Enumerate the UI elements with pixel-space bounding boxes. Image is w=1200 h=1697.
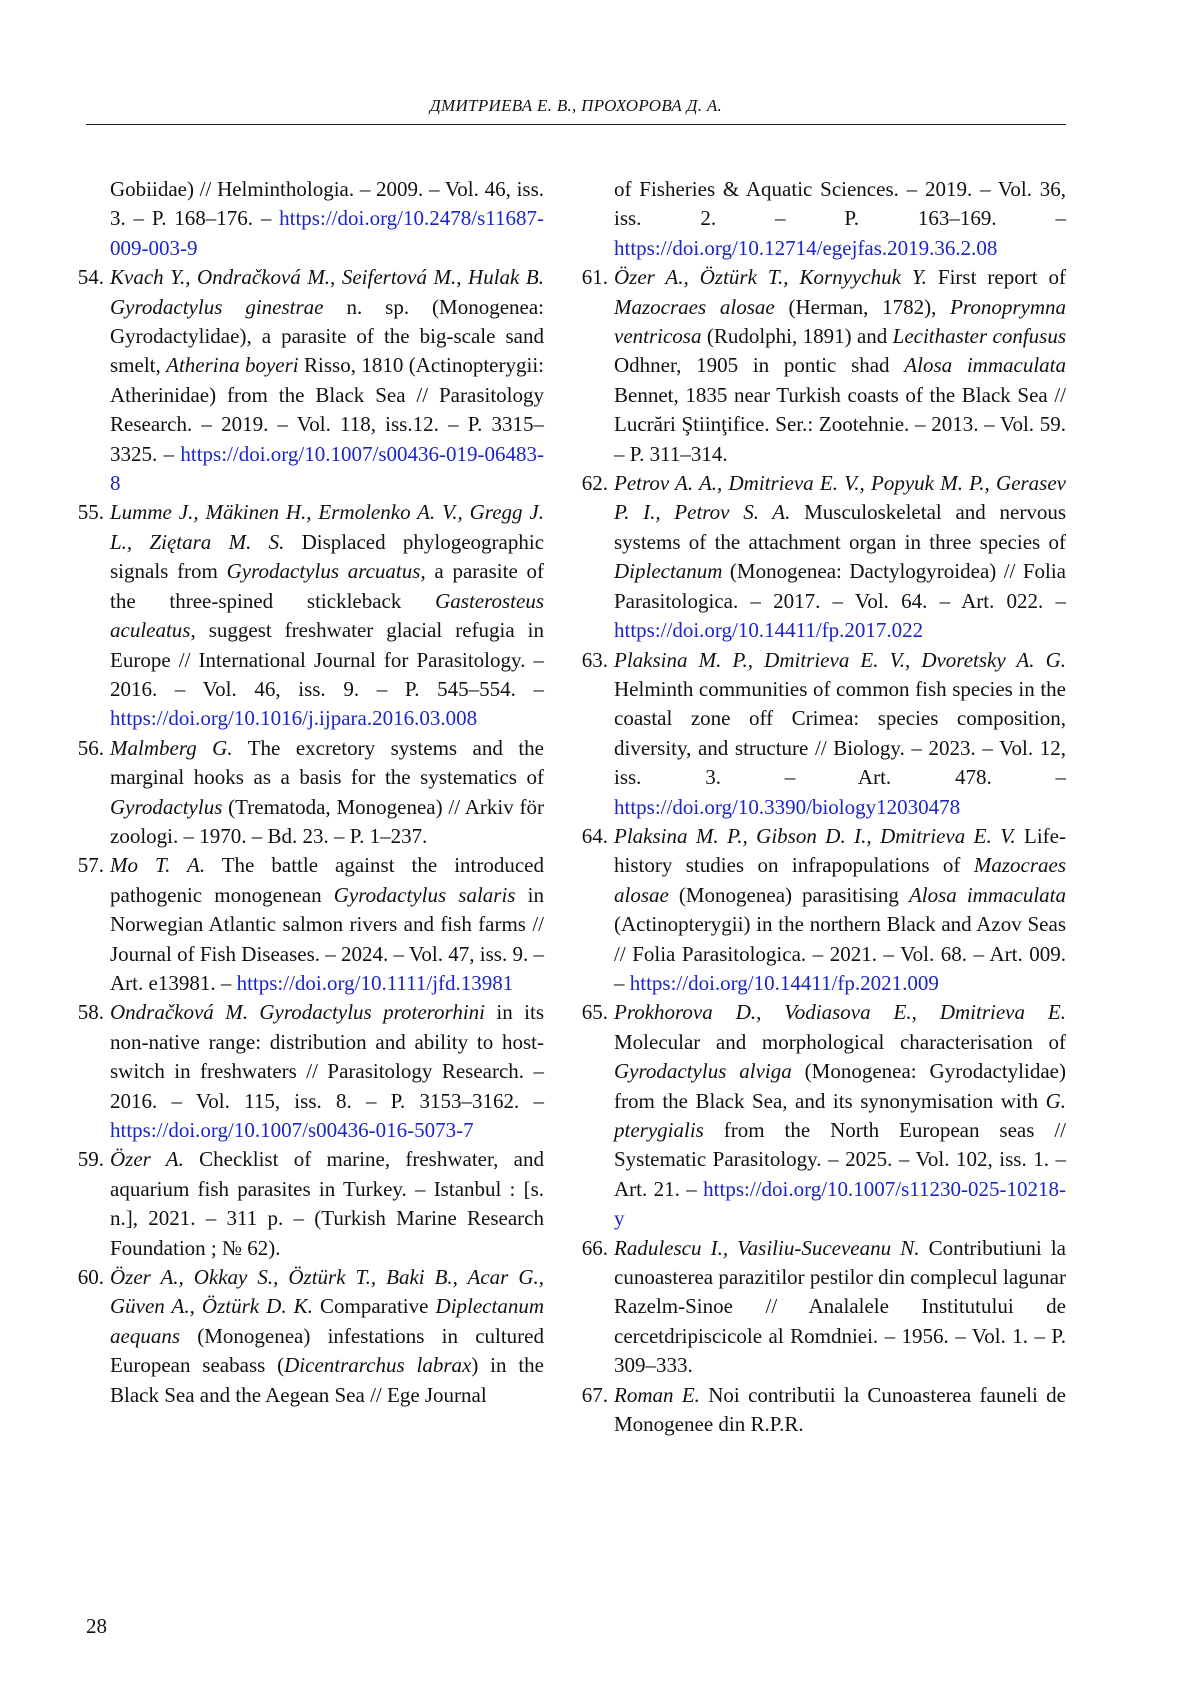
reference-entry: 61. Özer A., Öztürk T., Kornyychuk Y. First report of Mazocraes alosae (Herman, 1782), Pronoprymna ventricosa (Rudolphi, 1891) and Lecithaster confusus Odhner, 1905 in pontic shad Alosa immaculata Bennet, 1835 near Turkish coasts of the Black Sea // Lucrări Ştiinţifice. Ser.: Zootehnie. – 2013. – Vol. 59. – P. 311–314. bbox=[570, 263, 1066, 469]
reference-authors: Plaksina M. P., Dmitrieva E. V., Dvoretsky A. G. bbox=[614, 647, 1066, 672]
reference-entry: 63. Plaksina M. P., Dmitrieva E. V., Dvoretsky A. G. Helminth communities of common fish species in the coastal zone off Crimea: species composition, diversity, and structure // Biology. – 2023. – Vol. 12, iss. 3. – Art. 478. – https://doi.org/10.3390/biology12030478 bbox=[570, 646, 1066, 822]
reference-authors: Roman E. bbox=[614, 1382, 700, 1407]
reference-authors: Plaksina M. P., Gibson D. I., Dmitrieva E. V. bbox=[614, 823, 1016, 848]
reference-authors: Ondračková M. Gyrodactylus proterorhini bbox=[110, 1000, 486, 1025]
species-name: Mazocraes alosae bbox=[614, 853, 1066, 907]
doi-link[interactable]: https://doi.org/10.14411/fp.2017.022 bbox=[614, 618, 924, 643]
doi-link[interactable]: https://doi.org/10.1111/jfd.13981 bbox=[236, 970, 514, 995]
reference-number: 66. bbox=[581, 1235, 608, 1260]
reference-authors: Prokhorova D., Vodiasova E., Dmitrieva E. bbox=[614, 1000, 1066, 1025]
reference-entry: 54. Kvach Y., Ondračková M., Seifertová M., Hulak B. Gyrodactylus ginestrae n. sp. (Monogenea: Gyrodactylidae), a parasite of the big-scale sand smelt, Atherina boyeri Risso, 1810 (Actinopterygii: Atherinidae) from the Black Sea // Parasitology Research. – 2019. – Vol. 118, iss.12. – P. 3315–3325. – https://doi.org/10.1007/s00436-019-06483-8 bbox=[66, 263, 544, 498]
reference-authors: Özer A., Öztürk T., Kornyychuk Y. bbox=[614, 265, 927, 290]
reference-authors: Mo T. A. bbox=[110, 853, 206, 878]
reference-entry: 57. Mo T. A. The battle against the introduced pathogenic monogenean Gyrodactylus salaris in Norwegian Atlantic salmon rivers and fish farms // Journal of Fish Diseases. – 2024. – Vol. 47, iss. 9. – Art. e13981. – https://doi.org/10.1111/jfd.13981 bbox=[66, 851, 544, 998]
reference-entry: 67. Roman E. Noi contributii la Cunoasterea fauneli de Monogenee din R.P.R. bbox=[570, 1381, 1066, 1440]
header-rule bbox=[86, 124, 1066, 125]
species-name: Diplectanum aequans bbox=[110, 1294, 545, 1348]
species-name: Lecithaster confusus bbox=[892, 324, 1067, 349]
species-name: Gyrodactylus salaris bbox=[333, 882, 516, 907]
species-name: Gyrodactylus bbox=[110, 794, 223, 819]
doi-link[interactable]: https://doi.org/10.1007/s00436-016-5073-7 bbox=[110, 1118, 474, 1142]
doi-link[interactable]: https://doi.org/10.1016/j.ijpara.2016.03.008 bbox=[110, 706, 478, 731]
reference-number: 65. bbox=[581, 1000, 608, 1025]
reference-authors: Malmberg G. bbox=[110, 735, 233, 760]
reference-column-right bbox=[570, 175, 1066, 1439]
reference-number: 59. bbox=[77, 1147, 104, 1172]
page-number: 28 bbox=[86, 1614, 107, 1638]
reference-authors: Petrov A. A., Dmitrieva E. V., Popyuk M. P., Gerasev P. I., Petrov S. A. bbox=[614, 471, 1066, 525]
species-name: Diplectanum bbox=[614, 559, 723, 584]
species-name: Gasterosteus aculeatus bbox=[110, 588, 544, 643]
reference-number: 61. bbox=[581, 265, 608, 290]
running-header: ДМИТРИЕВА Е. В., ПРОХОРОВА Д. А. bbox=[429, 96, 723, 115]
doi-link[interactable]: https://doi.org/10.1007/s11230-025-10218-y bbox=[614, 1176, 1066, 1231]
doi-link[interactable]: https://doi.org/10.2478/s11687-009-003-9 bbox=[110, 206, 544, 260]
reference-continuation: Gobiidae) // Helminthologia. – 2009. – Vol. 46, iss. 3. – P. 168–176. – https://doi.org/10.2478/s11687-009-003-9 bbox=[110, 177, 544, 260]
species-name: Alosa immaculata bbox=[904, 353, 1066, 378]
species-name: Gyrodactylus arcuatus bbox=[226, 559, 421, 584]
reference-number: 55. bbox=[77, 500, 104, 525]
reference-authors: Radulescu I., Vasiliu-Suceveanu N. bbox=[614, 1235, 920, 1260]
reference-authors: Kvach Y., Ondračková M., Seifertová M., Hulak B. Gyrodactylus ginestrae bbox=[110, 265, 544, 319]
reference-number: 62. bbox=[581, 471, 608, 496]
reference-entry: 56. Malmberg G. The excretory systems and the marginal hooks as a basis for the systematics of Gyrodactylus (Trematoda, Monogenea) // Arkiv för zoologi. – 1970. – Bd. 23. – P. 1–237. bbox=[66, 734, 544, 852]
reference-entry: 55. Lumme J., Mäkinen H., Ermolenko A. V., Gregg J. L., Ziętara M. S. Displaced phylogeographic signals from Gyrodactylus arcuatus, a parasite of the three-spined stickleback Gasterosteus aculeatus, suggest freshwater glacial refugia in Europe // International Journal for Parasitology. – 2016. – Vol. 46, iss. 9. – P. 545–554. – https://doi.org/10.1016/j.ijpara.2016.03.008 bbox=[66, 498, 544, 733]
reference-column-left bbox=[66, 175, 544, 1410]
reference-entry: 60. Özer A., Okkay S., Öztürk T., Baki B., Acar G., Güven A., Öztürk D. K. Comparative Diplectanum aequans (Monogenea) infestations in cultured European seabass (Dicentrarchus labrax) in the Black Sea and the Aegean Sea // Ege Journal bbox=[66, 1263, 544, 1410]
species-name: G. pterygialis bbox=[614, 1088, 1066, 1142]
reference-number: 64. bbox=[581, 823, 608, 848]
reference-number: 67. bbox=[581, 1382, 608, 1407]
species-name: Gyrodactylus alviga bbox=[614, 1059, 792, 1084]
reference-authors: Lumme J., Mäkinen H., Ermolenko A. V., Gregg J. L., Ziętara M. S. bbox=[110, 500, 544, 554]
doi-link[interactable]: https://doi.org/10.1007/s00436-019-06483-8 bbox=[110, 441, 544, 496]
reference-authors: Özer A., Okkay S., Öztürk T., Baki B., Acar G., Güven A., Öztürk D. K. bbox=[110, 1265, 544, 1319]
reference-number: 54. bbox=[77, 265, 104, 290]
reference-authors: Özer A. bbox=[110, 1147, 184, 1172]
reference-entry: 62. Petrov A. A., Dmitrieva E. V., Popyuk M. P., Gerasev P. I., Petrov S. A. Musculoskeletal and nervous systems of the attachment organ in three species of Diplectanum (Monogenea: Dactylogyroidea) // Folia Parasitologica. – 2017. – Vol. 64. – Art. 022. – https://doi.org/10.14411/fp.2017.022 bbox=[570, 469, 1066, 645]
reference-entry: 64. Plaksina M. P., Gibson D. I., Dmitrieva E. V. Life-history studies on infrapopulations of Mazocraes alosae (Monogenea) parasitising Alosa immaculata (Actinopterygii) in the northern Black and Azov Seas // Folia Parasitologica. – 2021. – Vol. 68. – Art. 009. – https://doi.org/10.14411/fp.2021.009 bbox=[570, 822, 1066, 998]
doi-link[interactable]: https://doi.org/10.14411/fp.2021.009 bbox=[629, 970, 939, 995]
doi-link[interactable]: https://doi.org/10.3390/biology12030478 bbox=[614, 794, 961, 819]
reference-number: 60. bbox=[77, 1265, 104, 1290]
species-name: Mazocraes alosae bbox=[614, 294, 775, 319]
reference-continuation: of Fisheries & Aquatic Sciences. – 2019. – Vol. 36, iss. 2. – P. 163–169. – https://doi.org/10.12714/egejfas.2019.36.2.08 bbox=[614, 177, 1066, 260]
reference-entry: 66. Radulescu I., Vasiliu-Suceveanu N. Contributiuni la cunoasterea parazitilor pestilor din complecul lagunar Razelm-Sinoe // Analalele Institutului de cercetdripiscicole al Romdniei. – 1956. – Vol. 1. – P. 309–333. bbox=[570, 1234, 1066, 1381]
species-name: Pronoprymna ventricosa bbox=[614, 294, 1066, 349]
reference-number: 63. bbox=[581, 647, 608, 672]
reference-entry: 65. Prokhorova D., Vodiasova E., Dmitrieva E. Molecular and morphological characterisation of Gyrodactylus alviga (Monogenea: Gyrodactylidae) from the Black Sea, and its synonymisation with G. pterygialis from the North European seas // Systematic Parasitology. – 2025. – Vol. 102, iss. 1. – Art. 21. – https://doi.org/10.1007/s11230-025-10218-y bbox=[570, 998, 1066, 1233]
species-name: Alosa immaculata bbox=[908, 882, 1066, 907]
reference-number: 58. bbox=[77, 1000, 104, 1025]
reference-number: 57. bbox=[77, 853, 104, 878]
reference-number: 56. bbox=[77, 735, 104, 760]
reference-entry: 58. Ondračková M. Gyrodactylus proterorhini in its non-native range: distribution and ability to host-switch in freshwaters // Parasitology Research. – 2016. – Vol. 115, iss. 8. – P. 3153–3162. – https://doi.org/10.1007/s00436-016-5073-7 bbox=[66, 998, 544, 1145]
species-name: Dicentrarchus labrax bbox=[284, 1353, 472, 1378]
reference-entry: 59. Özer A. Checklist of marine, freshwater, and aquarium fish parasites in Turkey. – Istanbul : [s. n.], 2021. – 311 p. – (Turkish Marine Research Foundation ; № 62). bbox=[66, 1145, 544, 1263]
species-name: Atherina boyeri bbox=[166, 353, 299, 378]
doi-link[interactable]: https://doi.org/10.12714/egejfas.2019.36.2.08 bbox=[614, 235, 998, 260]
